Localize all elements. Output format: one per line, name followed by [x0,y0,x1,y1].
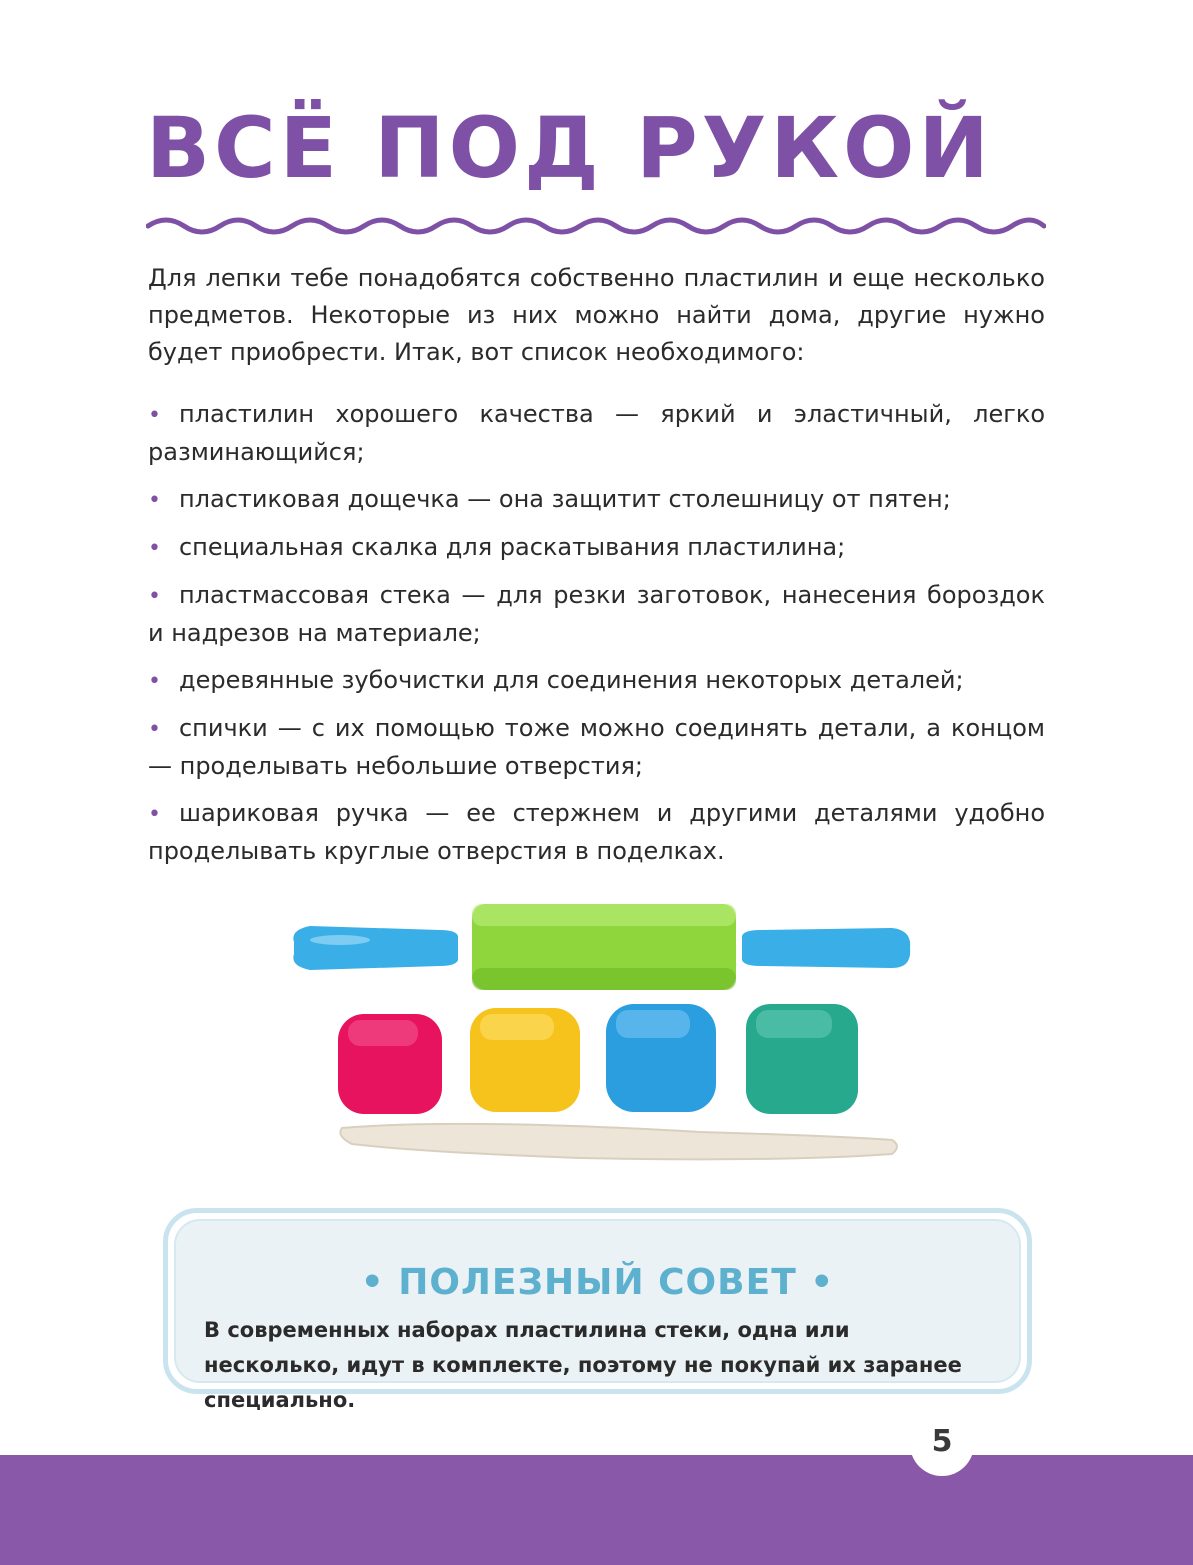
list-item-text: пластиковая дощечка — она защитит столешницу от пятен; [178,485,951,513]
list-item [148,481,1045,519]
plasticine-tools-illustration [280,890,920,1180]
list-item [148,710,1045,785]
tip-title: • ПОЛЕЗНЫЙ СОВЕТ • [360,1262,835,1303]
list-item-text: специальная скалка для раскатывания пластилина; [178,533,846,561]
bullet-icon: • [148,584,161,609]
list-item-text: шариковая ручка — ее стержнем и другими деталями удобно проделывать круглые отверстия в поделках. [148,799,1045,865]
page-number-badge [910,1412,974,1476]
bullet-icon: • [148,669,161,694]
page-title: ВСЁ ПОД РУКОЙ [146,99,993,197]
useful-tip-box [163,1208,1032,1412]
plasticine-cube-green [746,1004,858,1114]
list-item [148,396,1045,471]
list-item-text: пластилин хорошего качества — яркий и эластичный, легко разминающийся; [148,400,1045,466]
list-item [148,795,1045,870]
plasticine-cube-red [338,1014,442,1114]
rolling-pin-icon [293,904,910,990]
list-item-text: спички — с их помощью тоже можно соединять детали, а концом — проделывать небольшие отверстия; [148,714,1045,780]
list-item-text: деревянные зубочистки для соединения некоторых деталей; [178,666,964,694]
bullet-icon: • [148,802,161,827]
list-item [148,577,1045,652]
wavy-divider [146,214,1046,238]
tip-text: В современных наборах пластилина стеки, одна или несколько, идут в комплекте, поэтому не покупай их заранее специально. [204,1318,962,1412]
bullet-icon: • [148,536,161,561]
list-item-text: пластмассовая стека — для резки заготовок, нанесения бороздок и надрезов на материале; [148,581,1045,647]
plasticine-cube-yellow [470,1008,580,1112]
page-number: 5 [931,1424,953,1459]
list-item [148,662,1045,700]
list-item [148,529,1045,567]
modeling-stick-icon [340,1124,897,1160]
footer-band [0,1455,1193,1565]
bullet-icon: • [148,717,161,742]
supply-list [148,396,1045,880]
bullet-icon: • [148,403,161,428]
plasticine-cube-blue [606,1004,716,1112]
useful-tip-inner [174,1219,1021,1412]
intro-paragraph: Для лепки тебе понадобятся собственно пластилин и еще несколько предметов. Некоторые из них можно найти дома, другие нужно будет приобрести. Итак, вот список необходимого: [148,264,1045,366]
bullet-icon: • [148,488,161,513]
